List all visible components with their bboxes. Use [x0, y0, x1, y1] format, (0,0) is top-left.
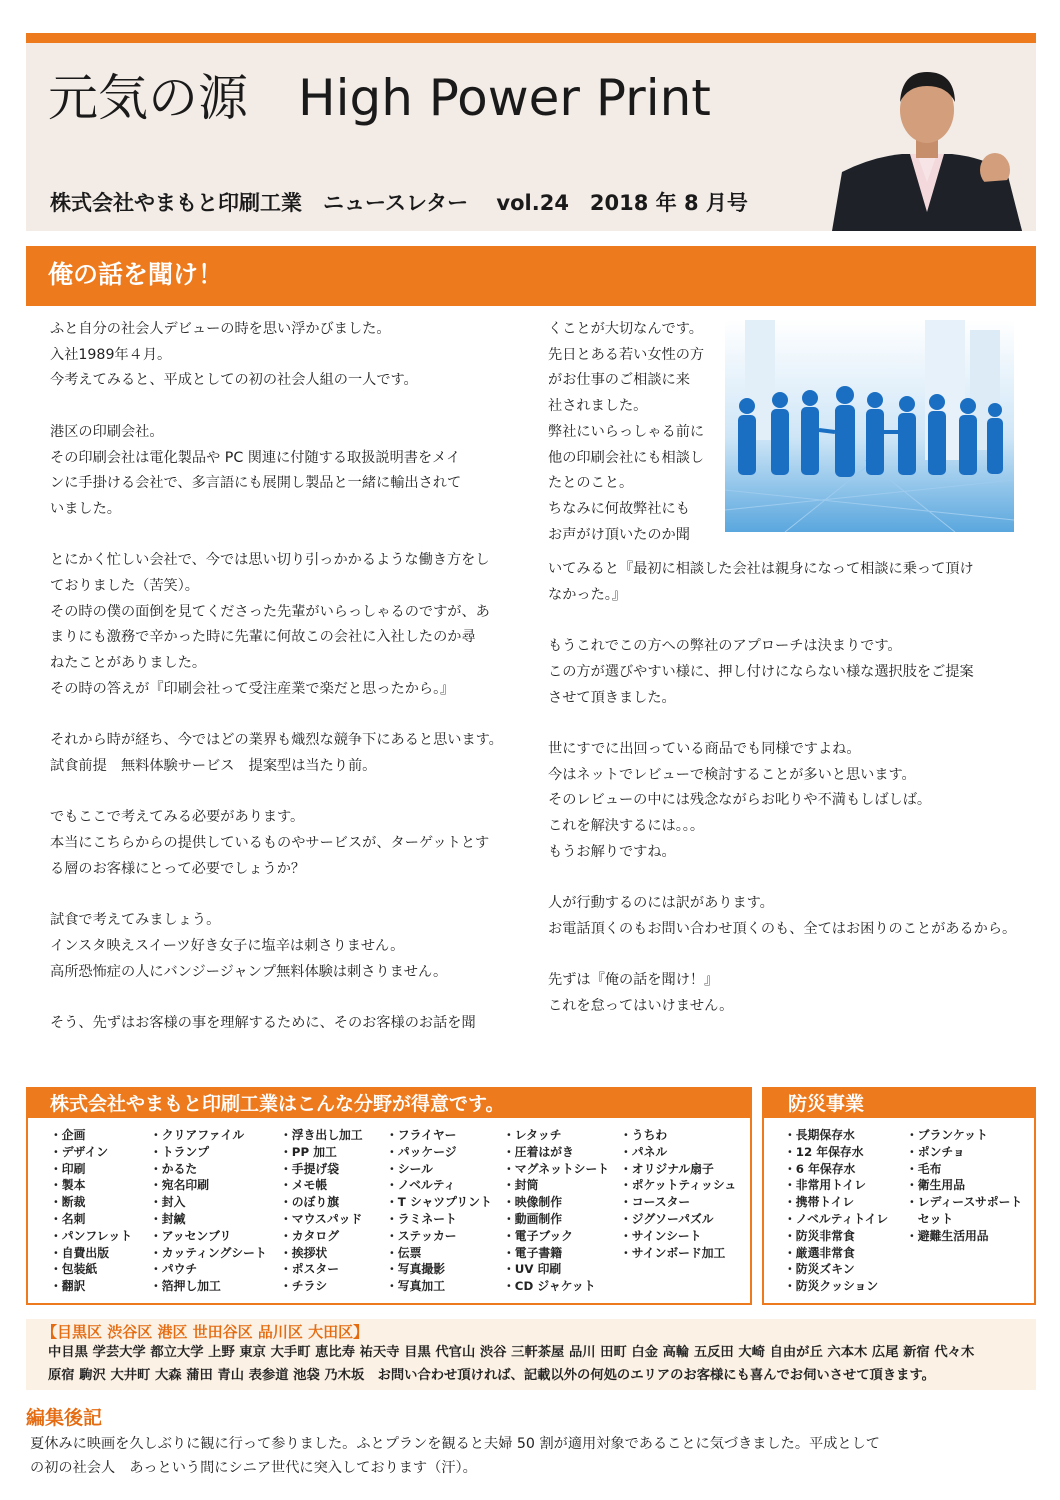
author-photo	[832, 62, 1022, 231]
article-line	[548, 865, 1018, 891]
list-item: ・ノベルティトイレ	[784, 1211, 889, 1226]
article-line: ねたことがありました。	[50, 655, 207, 672]
article-line: お電話頂くのもお問い合わせ頂くのも、全てはお困りのことがあるから。	[548, 920, 1017, 937]
list-item: ・クリアファイル	[150, 1128, 245, 1142]
services-box	[26, 1087, 752, 1305]
article-line: たとのこと。	[548, 475, 634, 492]
article-line: なかった。』	[548, 586, 627, 603]
list-item: ・パネル	[620, 1144, 668, 1159]
article-line: ちなみに何故弊社にも	[548, 500, 690, 517]
article-line: もうお解りですね。	[548, 843, 676, 860]
list-item: ・挨拶状	[280, 1245, 328, 1260]
disaster-box	[762, 1087, 1036, 1305]
business-silhouette-image	[725, 320, 1014, 532]
article-line: まりにも激務で辛かった時に先輩に何故この会社に入社したのか尋	[50, 629, 476, 646]
article-line: いました。	[50, 500, 121, 517]
list-item: ・6 年保存水	[784, 1161, 856, 1176]
article-right-column-bottom	[548, 557, 1018, 1020]
article-line: 弊社にいらっしゃる前に	[548, 423, 705, 440]
article-line: インスタ映えスイーツ好き女子に塩辛は刺さりません。	[50, 937, 405, 954]
list-item: ・写真撮影	[386, 1262, 445, 1277]
article-line: 港区の印刷会社。	[50, 423, 164, 440]
article-line: そのレビューの中には残念ながらお叱りや不満もしばしば。	[548, 792, 932, 809]
services-list-5	[503, 1127, 609, 1295]
list-item: ・箔押し加工	[150, 1279, 221, 1294]
article-line: 人が行動するのには訳があります。	[548, 895, 774, 912]
list-item: ・ステッカー	[386, 1228, 457, 1243]
list-item: ・コースター	[620, 1195, 691, 1210]
list-item: ・かるた	[150, 1161, 198, 1176]
list-item: ・ポスター	[280, 1262, 339, 1277]
editor-note-heading: 編集後記	[26, 1407, 103, 1429]
list-item: ・電子書籍	[503, 1245, 562, 1260]
services-list-2	[150, 1127, 267, 1295]
list-item: ・ラミネート	[386, 1211, 457, 1226]
disaster-title: 防災事業	[788, 1093, 865, 1115]
article-line	[50, 523, 520, 549]
list-item: ・封入	[150, 1195, 186, 1210]
list-item: ・マグネットシート	[503, 1161, 610, 1176]
disaster-list-2	[906, 1127, 1022, 1245]
article-line: 世にすでに出回っている商品でも同様ですよね。	[548, 740, 861, 757]
list-item: ・圧着はがき	[503, 1144, 574, 1159]
list-item: ・非常用トイレ	[784, 1178, 866, 1193]
list-item: ・写真加工	[386, 1279, 445, 1294]
list-item: ・フライヤー	[386, 1128, 457, 1142]
list-item: ・デザイン	[50, 1144, 109, 1159]
article-line: 試食で考えてみましょう。	[50, 912, 221, 929]
editor-note-line-1: 夏休みに映画を久しぶりに観に行って参りました。ふとプランを観ると夫婦 50 割が適用対象であることに気づきました。平成として	[30, 1436, 880, 1452]
list-item: ・電子ブック	[503, 1228, 573, 1243]
article-line: 試食前提 無料体験サービス 提案型は当たり前。	[50, 757, 377, 774]
services-list-1	[50, 1127, 132, 1295]
list-item: ・伝票	[386, 1245, 422, 1260]
list-item: ・ジグソーパズル	[620, 1211, 714, 1226]
list-item: ・ブランケット	[906, 1128, 988, 1142]
list-item: ・パッケージ	[386, 1144, 457, 1159]
article-line: ンに手掛ける会社で、多言語にも展開し製品と一緒に輸出されて	[50, 475, 462, 492]
list-item: ・断裁	[50, 1195, 86, 1210]
article-line	[50, 703, 520, 729]
list-item: ・カタログ	[280, 1228, 339, 1243]
article-line: とにかく忙しい会社で、今では思い切り引っかかるような働き方をし	[50, 552, 490, 569]
article-line	[548, 943, 1018, 969]
article-line	[548, 711, 1018, 737]
article-line: その時の僕の面倒を見てくださった先輩がいらっしゃるのですが、あ	[50, 603, 490, 620]
newsletter-subtitle: 株式会社やまもと印刷工業 ニュースレター vol.24 2018 年 8 月号	[50, 191, 748, 215]
list-item: ・名刺	[50, 1211, 86, 1226]
list-item: ・サインシート	[620, 1228, 702, 1243]
article-left-column	[50, 317, 520, 1037]
service-area-heading: 【目黒区 渋谷区 港区 世田谷区 品川区 大田区】	[42, 1323, 369, 1341]
disaster-list-1	[784, 1127, 888, 1295]
list-item: ・レディースサポート	[906, 1195, 1023, 1210]
article-line: くことが大切なんです。	[548, 321, 703, 337]
list-item: ・レタッチ	[503, 1128, 562, 1142]
list-item: セット	[906, 1211, 954, 1226]
service-area-line-2: 原宿 駒沢 大井町 大森 蒲田 青山 表参道 池袋 乃木坂 お問い合わせ頂ければ、記載以外の何処のエリアのお客様にも喜んでお伺いさせて頂きます。	[48, 1368, 935, 1383]
list-item: ・ポケットティッシュ	[620, 1178, 737, 1193]
list-item: ・うちわ	[620, 1128, 668, 1142]
list-item: ・封筒	[503, 1178, 539, 1193]
list-item: ・印刷	[50, 1161, 86, 1176]
service-area-line-1: 中目黒 学芸大学 都立大学 上野 東京 大手町 恵比寿 祐天寺 目黒 代官山 渋谷 三軒茶屋 品川 田町 白金 高輪 五反田 大崎 自由が丘 六本木 広尾 新宿 代々木	[48, 1345, 975, 1360]
list-item: ・防災非常食	[784, 1228, 855, 1243]
article-line: 本当にこちらからの提供しているものやサービスが、ターゲットとす	[50, 835, 490, 851]
list-item: ・UV 印刷	[503, 1262, 562, 1277]
list-item: ・マウスパッド	[280, 1211, 363, 1226]
services-list-6	[620, 1127, 736, 1261]
article-line: がお仕事のご相談に来	[548, 372, 690, 389]
article-line: 先日とある若い女性の方	[548, 346, 705, 363]
services-title: 株式会社やまもと印刷工業はこんな分野が得意です。	[50, 1093, 505, 1115]
article-line: る層のお客様にとって必要でしょうか？	[50, 860, 306, 877]
article-line: 高所恐怖症の人にバンジージャンプ無料体験は刺さりません。	[50, 963, 448, 980]
list-item: ・サインボード加工	[620, 1245, 726, 1260]
article-line: 今はネットでレビューで検討することが多いと思います。	[548, 766, 916, 783]
list-item: ・のぼり旗	[280, 1195, 339, 1210]
list-item: ・衛生用品	[906, 1178, 965, 1193]
list-item: ・製本	[50, 1178, 86, 1193]
list-item: ・避難生活用品	[906, 1228, 989, 1243]
article-line: 今考えてみると、平成としての初の社会人組の一人です。	[50, 372, 418, 389]
services-list-3	[280, 1127, 363, 1295]
list-item: ・オリジナル扇子	[620, 1161, 714, 1176]
top-orange-rule	[26, 33, 1036, 43]
list-item: ・トランプ	[150, 1144, 209, 1159]
article-line: ふと自分の社会人デビューの時を思い浮かびました。	[50, 321, 391, 337]
list-item: ・手提げ袋	[280, 1161, 339, 1176]
services-list-4	[386, 1127, 492, 1295]
article-right-column-top	[548, 317, 728, 548]
article-line: いてみると『最初に相談した会社は親身になって相談に乗って頂け	[548, 561, 974, 577]
article-line: ておりました（苦笑）。	[50, 578, 199, 594]
article-line	[50, 985, 520, 1011]
list-item: ・CD ジャケット	[503, 1279, 596, 1294]
list-item: ・PP 加工	[280, 1144, 337, 1159]
list-item: ・防災クッション	[784, 1279, 879, 1294]
article-line: それから時が経ち、今ではどの業界も熾烈な競争下にあると思います。	[50, 732, 503, 749]
article-line	[50, 394, 520, 420]
list-item: ・カッティングシート	[150, 1245, 267, 1260]
list-item: ・12 年保存水	[784, 1144, 864, 1159]
article-line: この方が選びやすい様に、押し付けにならない様な選択肢をご提案	[548, 663, 974, 680]
list-item: ・翻訳	[50, 1279, 86, 1294]
list-item: ・宛名印刷	[150, 1178, 209, 1193]
list-item: ・チラシ	[280, 1279, 328, 1294]
article-line: 入社1989年４月。	[50, 346, 172, 363]
list-item: ・パウチ	[150, 1262, 198, 1277]
article-line: 先ずは『俺の話を聞け！』	[548, 972, 719, 989]
list-item: ・映像制作	[503, 1195, 562, 1210]
article-line: これを解決するには。。。	[548, 818, 705, 834]
list-item: ・企画	[50, 1128, 86, 1142]
article-title: 俺の話を聞け！	[48, 260, 224, 289]
list-item: ・長期保存水	[784, 1128, 855, 1142]
list-item: ・毛布	[906, 1161, 942, 1176]
article-line: これを怠ってはいけません。	[548, 997, 734, 1014]
list-item: ・ポンチョ	[906, 1144, 965, 1159]
newsletter-title: 元気の源 High Power Print	[48, 69, 711, 127]
list-item: ・厳選非常食	[784, 1245, 855, 1260]
list-item: ・携帯トイレ	[784, 1195, 855, 1210]
list-item: ・T シャツプリント	[386, 1195, 492, 1210]
list-item: ・動画制作	[503, 1211, 562, 1226]
article-line	[50, 780, 520, 806]
article-line: お声がけ頂いたのか聞	[548, 526, 690, 543]
article-line: もうこれでこの方への弊社のアプローチは決まりです。	[548, 638, 902, 655]
article-line: でもここで考えてみる必要があります。	[50, 809, 305, 826]
list-item: ・シール	[386, 1161, 433, 1176]
editor-note-line-2: の初の社会人 あっという間にシニア世代に突入しております（汗）。	[30, 1460, 477, 1476]
article-line: その印刷会社は電化製品や PC 関連に付随する取扱説明書をメイ	[50, 449, 461, 466]
list-item: ・封緘	[150, 1211, 186, 1226]
list-item: ・パンフレット	[50, 1228, 132, 1243]
list-item: ・ノベルティ	[386, 1178, 456, 1193]
article-line: 他の印刷会社にも相談し	[548, 449, 705, 466]
article-line: させて頂きました。	[548, 689, 676, 706]
list-item: ・包装紙	[50, 1262, 98, 1277]
list-item: ・メモ帳	[280, 1178, 328, 1193]
list-item: ・自費出版	[50, 1245, 109, 1260]
list-item: ・防災ズキン	[784, 1262, 855, 1277]
article-line	[50, 882, 520, 908]
article-line: その時の答えが『印刷会社って受注産業で楽だと思ったから。』	[50, 680, 455, 697]
list-item: ・浮き出し加工	[280, 1128, 363, 1142]
article-line	[548, 608, 1018, 634]
article-line: そう、先ずはお客様の事を理解するために、そのお客様のお話を聞	[50, 1014, 476, 1031]
article-line: 社されました。	[548, 398, 648, 415]
list-item: ・アッセンブリ	[150, 1228, 232, 1243]
